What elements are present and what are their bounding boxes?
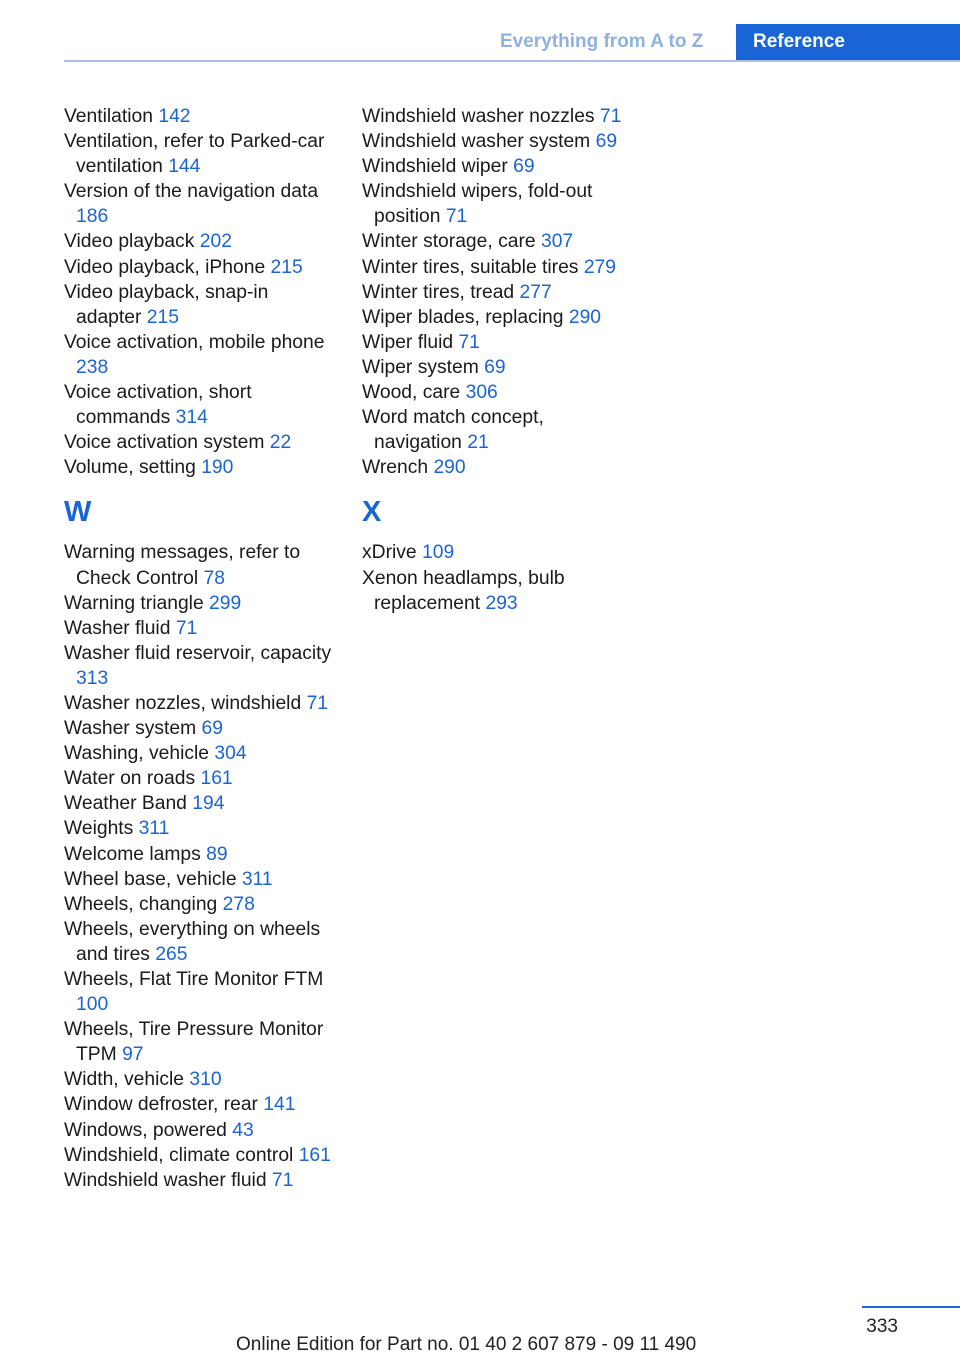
- page-reference-link[interactable]: 304: [214, 743, 247, 765]
- page-reference-link[interactable]: 277: [519, 281, 552, 303]
- page-reference-link[interactable]: 311: [138, 818, 170, 840]
- index-entry: [64, 430, 339, 455]
- page-reference-link[interactable]: 71: [306, 692, 329, 714]
- header-divider: [64, 60, 960, 62]
- index-entry: [64, 716, 339, 741]
- page-reference-link[interactable]: 290: [433, 457, 466, 479]
- index-entry: [362, 255, 637, 280]
- page-reference-link[interactable]: 78: [203, 567, 225, 589]
- index-term: Windows, powered: [64, 1119, 227, 1141]
- page-reference-link[interactable]: 141: [263, 1094, 296, 1116]
- index-term: Word match concept, navigation: [362, 407, 544, 454]
- page-reference-link[interactable]: 69: [513, 156, 535, 178]
- index-entry: [362, 330, 637, 355]
- page-reference-link[interactable]: 307: [540, 231, 574, 253]
- index-term: Windshield washer nozzles: [362, 106, 595, 127]
- index-term: Windshield wiper: [362, 156, 508, 178]
- page-reference-link[interactable]: 97: [122, 1044, 144, 1066]
- index-entry: [64, 179, 339, 229]
- index-entry: [64, 380, 339, 430]
- index-entry: [64, 591, 339, 616]
- index-entry: [64, 791, 339, 816]
- index-entry: [64, 1017, 339, 1067]
- index-term: Wrench: [362, 457, 429, 479]
- index-entry: [362, 229, 637, 254]
- index-term: Water on roads: [64, 768, 196, 790]
- index-term: Window defroster, rear: [64, 1094, 258, 1116]
- index-term: Windshield washer system: [362, 131, 591, 153]
- page-reference-link[interactable]: 69: [484, 356, 506, 378]
- index-term: Washer system: [64, 718, 197, 740]
- index-entry: [64, 766, 339, 791]
- index-entry: [64, 1168, 339, 1193]
- page-reference-link[interactable]: 109: [422, 542, 455, 564]
- page-reference-link[interactable]: 69: [595, 131, 618, 153]
- index-term: Video playback, iPhone: [64, 256, 266, 278]
- index-entry: [64, 967, 339, 1017]
- index-entry: [64, 1143, 339, 1168]
- index-term: Voice activation, short commands: [64, 382, 252, 429]
- index-entry: [362, 540, 637, 565]
- page-reference-link[interactable]: 290: [568, 306, 602, 328]
- index-entry: [362, 129, 637, 154]
- index-entry: [64, 867, 339, 892]
- index-entry: [362, 305, 637, 330]
- index-term: Weather Band: [64, 793, 187, 815]
- index-term: Wiper blades, replacing: [362, 306, 564, 328]
- page-number: 333: [866, 1316, 898, 1337]
- page-reference-link[interactable]: 71: [271, 1169, 294, 1191]
- index-term: Welcome lamps: [64, 843, 201, 865]
- page-reference-link[interactable]: 43: [232, 1119, 254, 1141]
- page-reference-link[interactable]: 71: [599, 106, 622, 127]
- index-term: Winter tires, tread: [362, 281, 515, 303]
- page-reference-link[interactable]: 215: [146, 306, 179, 328]
- page-reference-link[interactable]: 89: [206, 843, 228, 865]
- index-term: Wheels, changing: [64, 893, 218, 915]
- index-term: Width, vehicle: [64, 1069, 185, 1091]
- index-term: Wiper system: [362, 356, 479, 378]
- index-term: Wheels, everything on wheels and tires: [64, 918, 321, 965]
- page-reference-link[interactable]: 186: [76, 206, 109, 228]
- page-reference-link[interactable]: 142: [158, 106, 191, 127]
- index-entry: [362, 405, 637, 455]
- index-term: Wheels, Tire Pressure Monitor TPM: [64, 1019, 324, 1066]
- index-term: Winter storage, care: [362, 231, 536, 253]
- index-term: Washer fluid: [64, 617, 171, 639]
- index-term: Wood, care: [362, 382, 461, 404]
- footer-divider: [862, 1306, 960, 1308]
- index-term: Video playback: [64, 231, 195, 253]
- page-reference-link[interactable]: 144: [168, 156, 201, 178]
- index-entry: [362, 179, 637, 229]
- index-entry: [362, 455, 637, 480]
- index-term: Washer fluid reservoir, capacity: [64, 642, 332, 664]
- page-reference-link[interactable]: 265: [155, 943, 188, 965]
- edition-footer: Online Edition for Part no. 01 40 2 607 879 - 09 11 490: [236, 1334, 697, 1355]
- index-term: Xenon headlamps, bulb replacement: [362, 567, 565, 614]
- page-reference-link[interactable]: 71: [175, 617, 198, 639]
- index-entry: [64, 280, 339, 330]
- index-term: Wiper fluid: [362, 331, 454, 353]
- index-entry: [362, 104, 637, 129]
- page-reference-link[interactable]: 278: [222, 893, 255, 915]
- page-reference-link[interactable]: 161: [298, 1144, 331, 1166]
- index-entry: [362, 566, 637, 616]
- index-entry: [64, 1067, 339, 1092]
- index-entry: [64, 691, 339, 716]
- page-reference-link[interactable]: 100: [76, 994, 109, 1016]
- index-entry: [64, 616, 339, 641]
- page-reference-link[interactable]: 310: [189, 1069, 222, 1091]
- index-term: Wheel base, vehicle: [64, 868, 237, 890]
- index-entry: [362, 154, 637, 179]
- page-reference-link[interactable]: 238: [76, 356, 109, 378]
- page-reference-link[interactable]: 69: [201, 718, 223, 740]
- index-entry: [64, 540, 339, 590]
- index-entry: [64, 1118, 339, 1143]
- index-letter-heading: X: [362, 496, 382, 529]
- page-reference-link[interactable]: 161: [200, 768, 233, 790]
- page-reference-link[interactable]: 71: [458, 331, 480, 353]
- page-reference-link[interactable]: 215: [270, 256, 303, 278]
- index-term: Windshield, climate control: [64, 1144, 294, 1166]
- page-reference-link[interactable]: 22: [269, 432, 292, 454]
- page-reference-link[interactable]: 311: [241, 868, 273, 890]
- index-term: Ventilation, refer to Parked-car ventilation: [64, 131, 325, 178]
- page-reference-link[interactable]: 71: [445, 206, 468, 228]
- index-entry: [64, 741, 339, 766]
- index-entry: [64, 892, 339, 917]
- index-term: Windshield wipers, fold-out position: [362, 181, 593, 228]
- index-term: Windshield washer fluid: [64, 1169, 267, 1191]
- index-entry: [362, 280, 637, 305]
- index-term: Washer nozzles, windshield: [64, 692, 302, 714]
- index-entry: [64, 229, 339, 254]
- index-entry: [64, 104, 339, 129]
- section-title: Everything from A to Z: [500, 31, 704, 52]
- index-entry: [64, 255, 339, 280]
- index-term: Washing, vehicle: [64, 743, 210, 765]
- index-entry: [64, 330, 339, 380]
- index-term: Volume, setting: [64, 457, 196, 479]
- index-column-right: [362, 104, 637, 616]
- page-header: [0, 0, 960, 62]
- page-reference-link[interactable]: 293: [485, 592, 518, 614]
- index-term: Version of the navigation data: [64, 181, 319, 203]
- index-entry: [64, 455, 339, 480]
- page-reference-link[interactable]: 306: [465, 382, 498, 404]
- index-term: Winter tires, suitable tires: [362, 256, 579, 278]
- page-reference-link[interactable]: 190: [201, 457, 234, 479]
- page-reference-link[interactable]: 194: [192, 793, 225, 815]
- index-term: Video playback, snap-in adapter: [64, 281, 269, 328]
- page-reference-link[interactable]: 21: [467, 432, 489, 454]
- page-reference-link[interactable]: 299: [209, 592, 242, 614]
- index-entry: [64, 816, 339, 841]
- page-reference-link[interactable]: 279: [583, 256, 616, 278]
- page-reference-link[interactable]: 313: [76, 667, 109, 689]
- index-entry: [64, 1092, 339, 1117]
- index-term: Ventilation: [64, 106, 153, 127]
- page-reference-link[interactable]: 202: [199, 231, 232, 253]
- index-term: Warning messages, refer to Check Control: [64, 542, 301, 589]
- chapter-tab-reference[interactable]: Reference: [736, 24, 960, 62]
- index-term: xDrive: [362, 542, 417, 564]
- index-term: Wheels, Flat Tire Monitor FTM: [64, 969, 324, 990]
- index-term: Weights: [64, 818, 134, 840]
- index-term: Voice activation, mobile phone: [64, 331, 325, 353]
- index-entry: [64, 842, 339, 867]
- index-letter-heading: W: [64, 496, 92, 529]
- page-reference-link[interactable]: 314: [175, 407, 208, 429]
- index-entry: [64, 129, 339, 179]
- index-term: Voice activation system: [64, 432, 265, 454]
- index-entry: [362, 355, 637, 380]
- index-entry: [64, 641, 339, 691]
- index-entry: [64, 917, 339, 967]
- index-column-left: [64, 104, 339, 1193]
- index-entry: [362, 380, 637, 405]
- index-term: Warning triangle: [64, 592, 204, 614]
